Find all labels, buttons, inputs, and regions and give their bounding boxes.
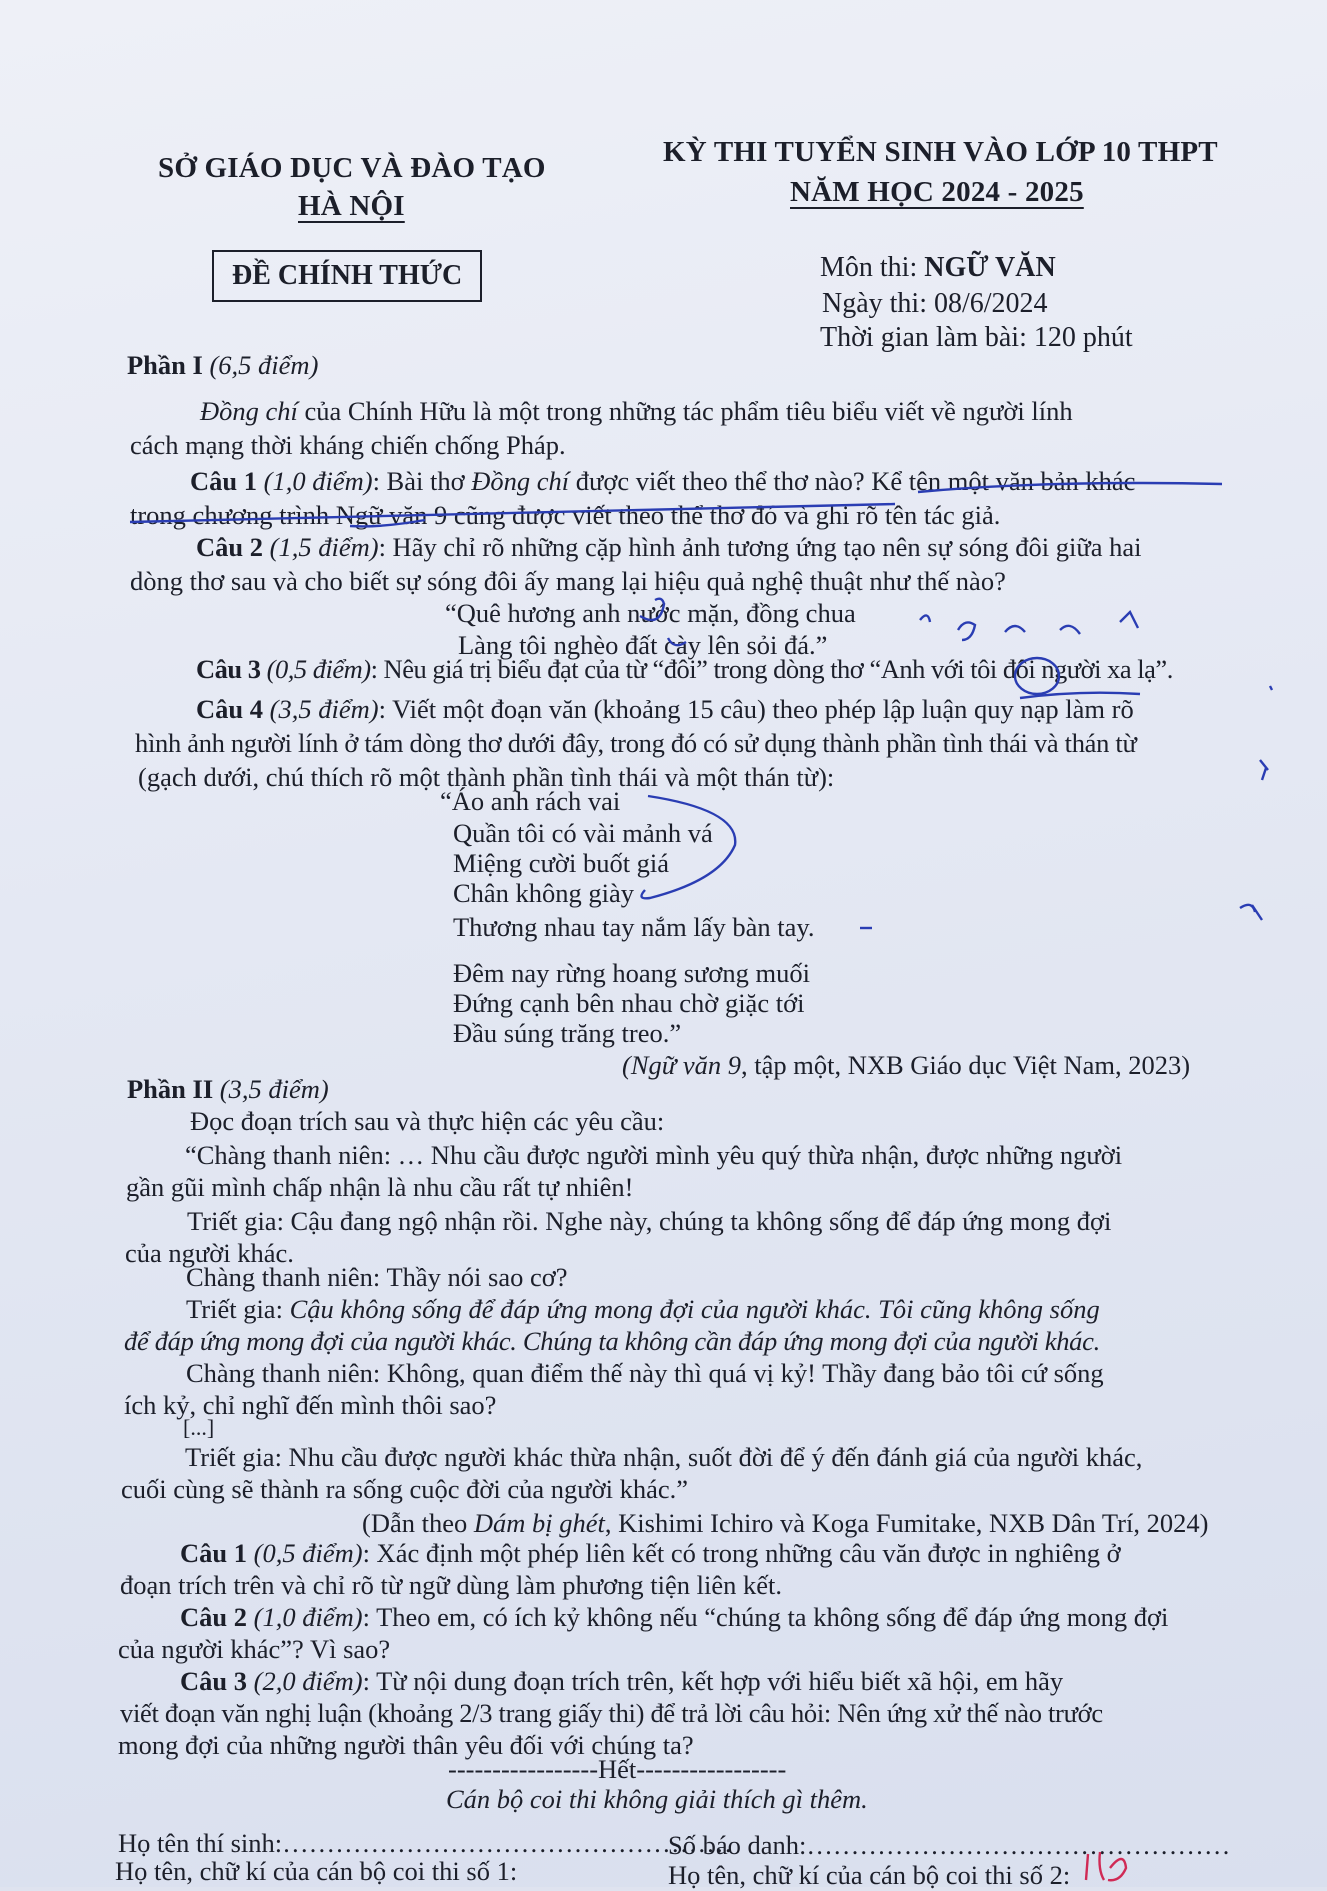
dialogue-line: cuối cùng sẽ thành ra sống cuộc đời của người khác.” xyxy=(121,1474,689,1504)
p2-q3-points: (2,0 điểm) xyxy=(247,1666,363,1696)
subject-label: Môn thi: xyxy=(820,252,925,283)
source-open: ( xyxy=(622,1050,631,1080)
p1-q2-text: : Hãy chỉ rõ những cặp hình ảnh tương ứng tạo nên sự sóng đôi giữa hai xyxy=(378,532,1142,562)
dialogue-line: gần gũi mình chấp nhận là nhu cầu rất tự nhiên! xyxy=(126,1172,634,1202)
poem-line: Thương nhau tay nắm lấy bàn tay. xyxy=(453,912,815,942)
p2-question-1-line-2: đoạn trích trên và chỉ rõ từ ngữ dùng làm phương tiện liên kết. xyxy=(120,1570,783,1600)
part2-intro: Đọc đoạn trích sau và thực hiện các yêu cầu: xyxy=(190,1106,665,1136)
p1-q4-points: (3,5 điểm) xyxy=(263,694,379,724)
part2-points: (3,5 điểm) xyxy=(213,1074,329,1104)
p2-q1-label: Câu 1 xyxy=(180,1538,248,1568)
p1-q1-text-a: : Bài thơ xyxy=(372,466,472,496)
department-line-1: SỞ GIÁO DỤC VÀ ĐÀO TẠO xyxy=(158,152,546,184)
p1-q1-text-c: được viết theo thể thơ nào? Kể tên một văn bản khác xyxy=(569,466,1136,496)
p2-question-3-line-2: viết đoạn văn nghị luận (khoảng 2/3 trang giấy thi) để trả lời câu hỏi: Nên ứng xử thế nào trước xyxy=(120,1698,1103,1728)
pen-bracket xyxy=(641,796,735,898)
poem-line: Đầu súng trăng treo.” xyxy=(453,1018,682,1048)
dialogue-line: ích kỷ, chỉ nghĩ đến mình thôi sao? xyxy=(124,1390,497,1420)
p1-question-4-line-3: (gạch dưới, chú thích rõ một thành phần tình thái và một thán từ): xyxy=(138,762,835,792)
poem-line: Chân không giày xyxy=(453,878,635,908)
p1-q1-points: (1,0 điểm) xyxy=(257,466,373,496)
poem-line: Đứng cạnh bên nhau chờ giặc tới xyxy=(453,988,805,1018)
exam-date: Ngày thi: 08/6/2024 xyxy=(822,288,1048,319)
official-exam-box: ĐỀ CHÍNH THỨC xyxy=(212,250,482,302)
pen-scribble xyxy=(920,612,1138,640)
pen-bracket xyxy=(640,599,664,620)
ellipsis: [...] xyxy=(183,1415,215,1440)
q2-poem-line: Làng tôi nghèo đất cày lên sỏi đá.” xyxy=(458,630,828,660)
dialogue-italic-line: để đáp ứng mong đợi của người khác. Chúng ta không cần đáp ứng mong đợi của người khác. xyxy=(124,1326,1100,1356)
excerpt-source-title: Dám bị ghét xyxy=(473,1508,605,1538)
pen-underline xyxy=(130,504,895,522)
subject-value: NGỮ VĂN xyxy=(924,252,1056,283)
poem-line: Miệng cười buốt giá xyxy=(453,848,670,878)
poem-line: “Áo anh rách vai xyxy=(440,786,621,816)
pen-underline xyxy=(918,483,1222,492)
p2-question-3-line-3: mong đợi của những người thân yêu đối với chúng ta? xyxy=(118,1730,694,1760)
p2-q2-points: (1,0 điểm) xyxy=(247,1602,363,1632)
dialogue-line: Triết gia: Cậu đang ngộ nhận rồi. Nghe này, chúng ta không sống để đáp ứng mong đợi xyxy=(187,1206,1112,1236)
source-title: Ngữ văn 9 xyxy=(630,1050,741,1080)
pen-tick xyxy=(1240,905,1262,920)
source-rest: , tập một, NXB Giáo dục Việt Nam, 2023) xyxy=(740,1050,1191,1080)
p1-question-1-line-2: trong chương trình Ngữ văn 9 cũng được viết theo thể thơ đó và ghi rõ tên tác giả. xyxy=(130,500,1001,530)
p1-question-2-line-2: dòng thơ sau và cho biết sự sóng đôi ấy mang lại hiệu quả nghệ thuật như thế nào? xyxy=(130,566,1006,596)
p1-question-4-line-2: hình ảnh người lính ở tám dòng thơ dưới đây, trong đó có sử dụng thành phần tình thái và thán từ xyxy=(135,728,1137,758)
dialogue-italic: Cậu không sống để đáp ứng mong đợi của người khác. Tôi cũng không sống xyxy=(289,1294,1100,1324)
exam-duration: Thời gian làm bài: 120 phút xyxy=(820,322,1133,353)
signature-mark xyxy=(1086,1852,1126,1880)
poem-line: Quần tôi có vài mảnh vá xyxy=(453,818,713,848)
p2-q1-text: : Xác định một phép liên kết có trong những câu văn được in nghiêng ở xyxy=(362,1538,1121,1568)
excerpt-source-a: (Dẫn theo xyxy=(362,1508,474,1538)
exam-title-line-1: KỲ THI TUYỂN SINH VÀO LỚP 10 THPT xyxy=(663,136,1218,168)
p2-q3-text: : Từ nội dung đoạn trích trên, kết hợp với hiểu biết xã hội, em hãy xyxy=(362,1666,1064,1696)
p1-q4-label: Câu 4 xyxy=(196,694,264,724)
dialogue-line: Chàng thanh niên: Không, quan điểm thế này thì quá vị kỷ! Thầy đang bảo tôi cứ sống xyxy=(186,1358,1104,1388)
p2-q3-label: Câu 3 xyxy=(180,1666,248,1696)
part1-points: (6,5 điểm) xyxy=(202,350,319,380)
dialogue-line: Chàng thanh niên: Thầy nói sao cơ? xyxy=(186,1262,568,1292)
p1-q2-label: Câu 2 xyxy=(196,532,264,562)
intro-text: của Chính Hữu là một trong những tác phẩm tiêu biểu viết về người lính xyxy=(297,396,1073,426)
part1-title: Phần I xyxy=(127,350,203,380)
pen-bracket xyxy=(668,638,686,645)
intro-poem-title: Đồng chí xyxy=(200,396,298,426)
dialogue-line: Triết gia: Nhu cầu được người khác thừa nhận, suốt đời để ý đến đánh giá của người khác, xyxy=(185,1442,1143,1472)
p1-q3-label: Câu 3 xyxy=(196,654,261,684)
exam-title-line-2: NĂM HỌC 2024 - 2025 xyxy=(790,176,1084,208)
department-line-2: HÀ NỘI xyxy=(298,190,405,222)
proctor-2-signature-field: Họ tên, chữ kí của cán bộ coi thi số 2: xyxy=(668,1860,1071,1890)
p2-q2-label: Câu 2 xyxy=(180,1602,248,1632)
candidate-name-field: Họ tên thí sinh:…………………………………………… xyxy=(118,1828,733,1858)
dialogue-speaker: Triết gia: xyxy=(186,1294,290,1324)
part2-title: Phần II xyxy=(127,1074,214,1104)
pen-underline xyxy=(350,520,425,526)
p2-q1-points: (0,5 điểm) xyxy=(247,1538,363,1568)
candidate-number-field: Số báo danh:………………………………………… xyxy=(668,1830,1231,1860)
p2-question-2-line-2: của người khác”? Vì sao? xyxy=(118,1634,391,1664)
p1-q2-points: (1,5 điểm) xyxy=(263,532,379,562)
poem-line: Đêm nay rừng hoang sương muối xyxy=(453,958,811,988)
p1-q3-points: (0,5 điểm) xyxy=(260,654,371,684)
pen-circle xyxy=(1015,658,1059,694)
p1-q4-text: : Viết một đoạn văn (khoảng 15 câu) theo phép lập luận quy nạp làm rõ xyxy=(378,694,1134,724)
q2-poem-line: “Quê hương anh nước mặn, đồng chua xyxy=(445,598,856,628)
proctor-note: Cán bộ coi thi không giải thích gì thêm. xyxy=(446,1784,868,1814)
proctor-1-signature-field: Họ tên, chữ kí của cán bộ coi thi số 1: xyxy=(115,1856,518,1886)
p2-q2-text: : Theo em, có ích kỷ không nếu “chúng ta không sống để đáp ứng mong đợi xyxy=(362,1602,1169,1632)
p1-q3-text: : Nêu giá trị biểu đạt của từ “đôi” trong dòng thơ “Anh với tôi đôi người xa lạ”. xyxy=(370,654,1173,684)
pen-dot xyxy=(1270,686,1272,690)
pen-tick xyxy=(1260,760,1268,780)
dialogue-line: của người khác. xyxy=(125,1238,294,1268)
part1-intro-line-2: cách mạng thời kháng chiến chống Pháp. xyxy=(130,430,566,460)
p1-q1-text-b: Đồng chí xyxy=(471,466,570,496)
p1-q1-label: Câu 1 xyxy=(190,466,258,496)
end-marker: -----------------Hết----------------- xyxy=(448,1754,787,1784)
dialogue-line: “Chàng thanh niên: … Nhu cầu được người mình yêu quý thừa nhận, được những người xyxy=(185,1140,1123,1170)
excerpt-source-c: , Kishimi Ichiro và Koga Fumitake, NXB Dân Trí, 2024) xyxy=(604,1508,1209,1538)
